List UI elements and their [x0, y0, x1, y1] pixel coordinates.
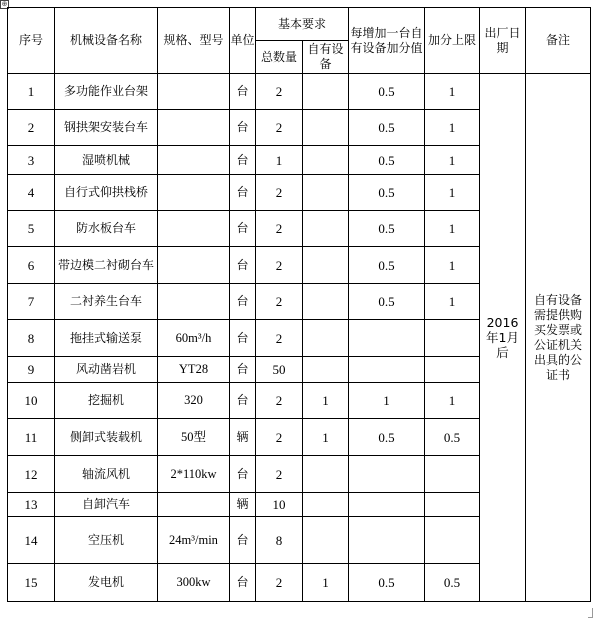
cell-add-per: 0.5 — [349, 146, 425, 175]
cell-own — [303, 493, 349, 517]
cell-spec — [158, 146, 230, 175]
cell-add-per: 1 — [349, 383, 425, 419]
cell-name: 自卸汽车 — [55, 493, 158, 517]
cell-own: 1 — [303, 383, 349, 419]
header-total: 总数量 — [256, 41, 303, 74]
cell-name: 多功能作业台架 — [55, 74, 158, 110]
cell-seq: 8 — [8, 320, 55, 357]
cell-own — [303, 456, 349, 493]
cell-add-max: 1 — [425, 74, 480, 110]
header-unit: 单位 — [230, 8, 256, 74]
cell-seq: 6 — [8, 247, 55, 284]
cell-add-per: 0.5 — [349, 419, 425, 456]
cell-own — [303, 146, 349, 175]
cell-total: 1 — [256, 146, 303, 175]
cell-spec — [158, 211, 230, 247]
cell-unit: 台 — [230, 517, 256, 564]
cell-name: 防水板台车 — [55, 211, 158, 247]
cell-add-max — [425, 517, 480, 564]
header-remark: 备注 — [526, 8, 591, 74]
cell-spec — [158, 175, 230, 211]
cell-seq: 4 — [8, 175, 55, 211]
header-name: 机械设备名称 — [55, 8, 158, 74]
cell-spec: 320 — [158, 383, 230, 419]
cell-spec: 2*110kw — [158, 456, 230, 493]
cell-total: 8 — [256, 517, 303, 564]
header-seq: 序号 — [8, 8, 55, 74]
cell-add-per — [349, 456, 425, 493]
cell-own — [303, 110, 349, 146]
cell-spec — [158, 247, 230, 284]
cell-seq: 15 — [8, 564, 55, 602]
cell-name: 侧卸式装载机 — [55, 419, 158, 456]
cell-total: 2 — [256, 247, 303, 284]
cell-unit: 台 — [230, 110, 256, 146]
cell-add-per — [349, 320, 425, 357]
cell-unit: 台 — [230, 211, 256, 247]
cell-unit: 台 — [230, 383, 256, 419]
cell-spec — [158, 110, 230, 146]
cell-own — [303, 517, 349, 564]
cell-unit: 台 — [230, 320, 256, 357]
table-move-handle-icon[interactable]: ⊕ — [1, 0, 8, 8]
cell-add-per — [349, 493, 425, 517]
cell-unit: 台 — [230, 357, 256, 383]
cell-unit: 台 — [230, 247, 256, 284]
cell-own: 1 — [303, 564, 349, 602]
cell-add-per — [349, 517, 425, 564]
cell-total: 2 — [256, 284, 303, 320]
cell-unit: 台 — [230, 564, 256, 602]
cell-name: 发电机 — [55, 564, 158, 602]
cell-name: 轴流风机 — [55, 456, 158, 493]
cell-add-max: 1 — [425, 110, 480, 146]
cell-seq: 11 — [8, 419, 55, 456]
cell-total: 2 — [256, 175, 303, 211]
header-add-max: 加分上限 — [425, 8, 480, 74]
cell-add-per: 0.5 — [349, 110, 425, 146]
cell-unit: 辆 — [230, 419, 256, 456]
cell-own — [303, 211, 349, 247]
cell-own — [303, 74, 349, 110]
cell-spec: 50型 — [158, 419, 230, 456]
remark-text: 自有设备需提供购买发票或公证机关出具的公证书 — [534, 292, 583, 382]
cell-seq: 9 — [8, 357, 55, 383]
cell-own — [303, 320, 349, 357]
cell-total: 2 — [256, 211, 303, 247]
cell-name: 空压机 — [55, 517, 158, 564]
cell-spec — [158, 284, 230, 320]
cell-total: 2 — [256, 110, 303, 146]
cell-spec — [158, 493, 230, 517]
cell-own — [303, 357, 349, 383]
cell-add-per: 0.5 — [349, 564, 425, 602]
cell-total: 10 — [256, 493, 303, 517]
cell-unit: 台 — [230, 74, 256, 110]
cell-own — [303, 284, 349, 320]
cell-unit: 台 — [230, 175, 256, 211]
cell-unit: 台 — [230, 284, 256, 320]
cell-own: 1 — [303, 419, 349, 456]
cell-name: 带边模二衬砌台车 — [55, 247, 158, 284]
cell-add-max: 0.5 — [425, 419, 480, 456]
cell-seq: 1 — [8, 74, 55, 110]
cell-unit: 台 — [230, 146, 256, 175]
cell-name: 风动凿岩机 — [55, 357, 158, 383]
cell-spec: 24m³/min — [158, 517, 230, 564]
cell-add-per: 0.5 — [349, 175, 425, 211]
cell-spec: 60m³/h — [158, 320, 230, 357]
cell-seq: 5 — [8, 211, 55, 247]
cell-add-max: 1 — [425, 284, 480, 320]
cell-add-max: 1 — [425, 175, 480, 211]
cell-seq: 12 — [8, 456, 55, 493]
cell-add-per: 0.5 — [349, 211, 425, 247]
cell-name: 二衬养生台车 — [55, 284, 158, 320]
cell-unit: 台 — [230, 456, 256, 493]
cell-add-max: 1 — [425, 146, 480, 175]
cell-total: 2 — [256, 383, 303, 419]
cell-seq: 3 — [8, 146, 55, 175]
header-basic: 基本要求 — [256, 8, 349, 41]
cell-spec — [158, 74, 230, 110]
header-own: 自有设备 — [303, 41, 349, 74]
cell-name: 湿喷机械 — [55, 146, 158, 175]
cell-add-per: 0.5 — [349, 247, 425, 284]
equipment-table — [7, 7, 591, 602]
cell-add-per — [349, 357, 425, 383]
cell-total: 50 — [256, 357, 303, 383]
cell-seq: 2 — [8, 110, 55, 146]
cell-total: 2 — [256, 456, 303, 493]
cell-seq: 13 — [8, 493, 55, 517]
cell-add-max — [425, 493, 480, 517]
cell-remark — [526, 74, 591, 602]
cell-add-max: 1 — [425, 383, 480, 419]
cell-date — [480, 74, 526, 602]
cell-add-max — [425, 357, 480, 383]
cell-total: 2 — [256, 320, 303, 357]
cell-spec: 300kw — [158, 564, 230, 602]
cell-add-max: 1 — [425, 211, 480, 247]
cell-name: 拖挂式输送泵 — [55, 320, 158, 357]
cell-total: 2 — [256, 419, 303, 456]
cell-name: 自行式仰拱栈桥 — [55, 175, 158, 211]
cell-spec: YT28 — [158, 357, 230, 383]
cell-seq: 14 — [8, 517, 55, 564]
date-text: 2016年1月后 — [486, 315, 519, 360]
cell-seq: 7 — [8, 284, 55, 320]
cell-add-max: 1 — [425, 247, 480, 284]
header-date: 出厂日期 — [480, 8, 526, 74]
cell-own — [303, 247, 349, 284]
cell-own — [303, 175, 349, 211]
cell-add-max — [425, 320, 480, 357]
cell-add-max: 0.5 — [425, 564, 480, 602]
header-add-per: 每增加一台自有设备加分值 — [349, 8, 425, 74]
paragraph-mark — [588, 608, 593, 618]
cell-add-per: 0.5 — [349, 74, 425, 110]
cell-name: 挖掘机 — [55, 383, 158, 419]
cell-seq: 10 — [8, 383, 55, 419]
cell-unit: 辆 — [230, 493, 256, 517]
table-row — [8, 74, 591, 110]
cell-total: 2 — [256, 74, 303, 110]
cell-add-max — [425, 456, 480, 493]
cell-name: 钢拱架安装台车 — [55, 110, 158, 146]
cell-add-per: 0.5 — [349, 284, 425, 320]
header-spec: 规格、型号 — [158, 8, 230, 74]
cell-total: 2 — [256, 564, 303, 602]
